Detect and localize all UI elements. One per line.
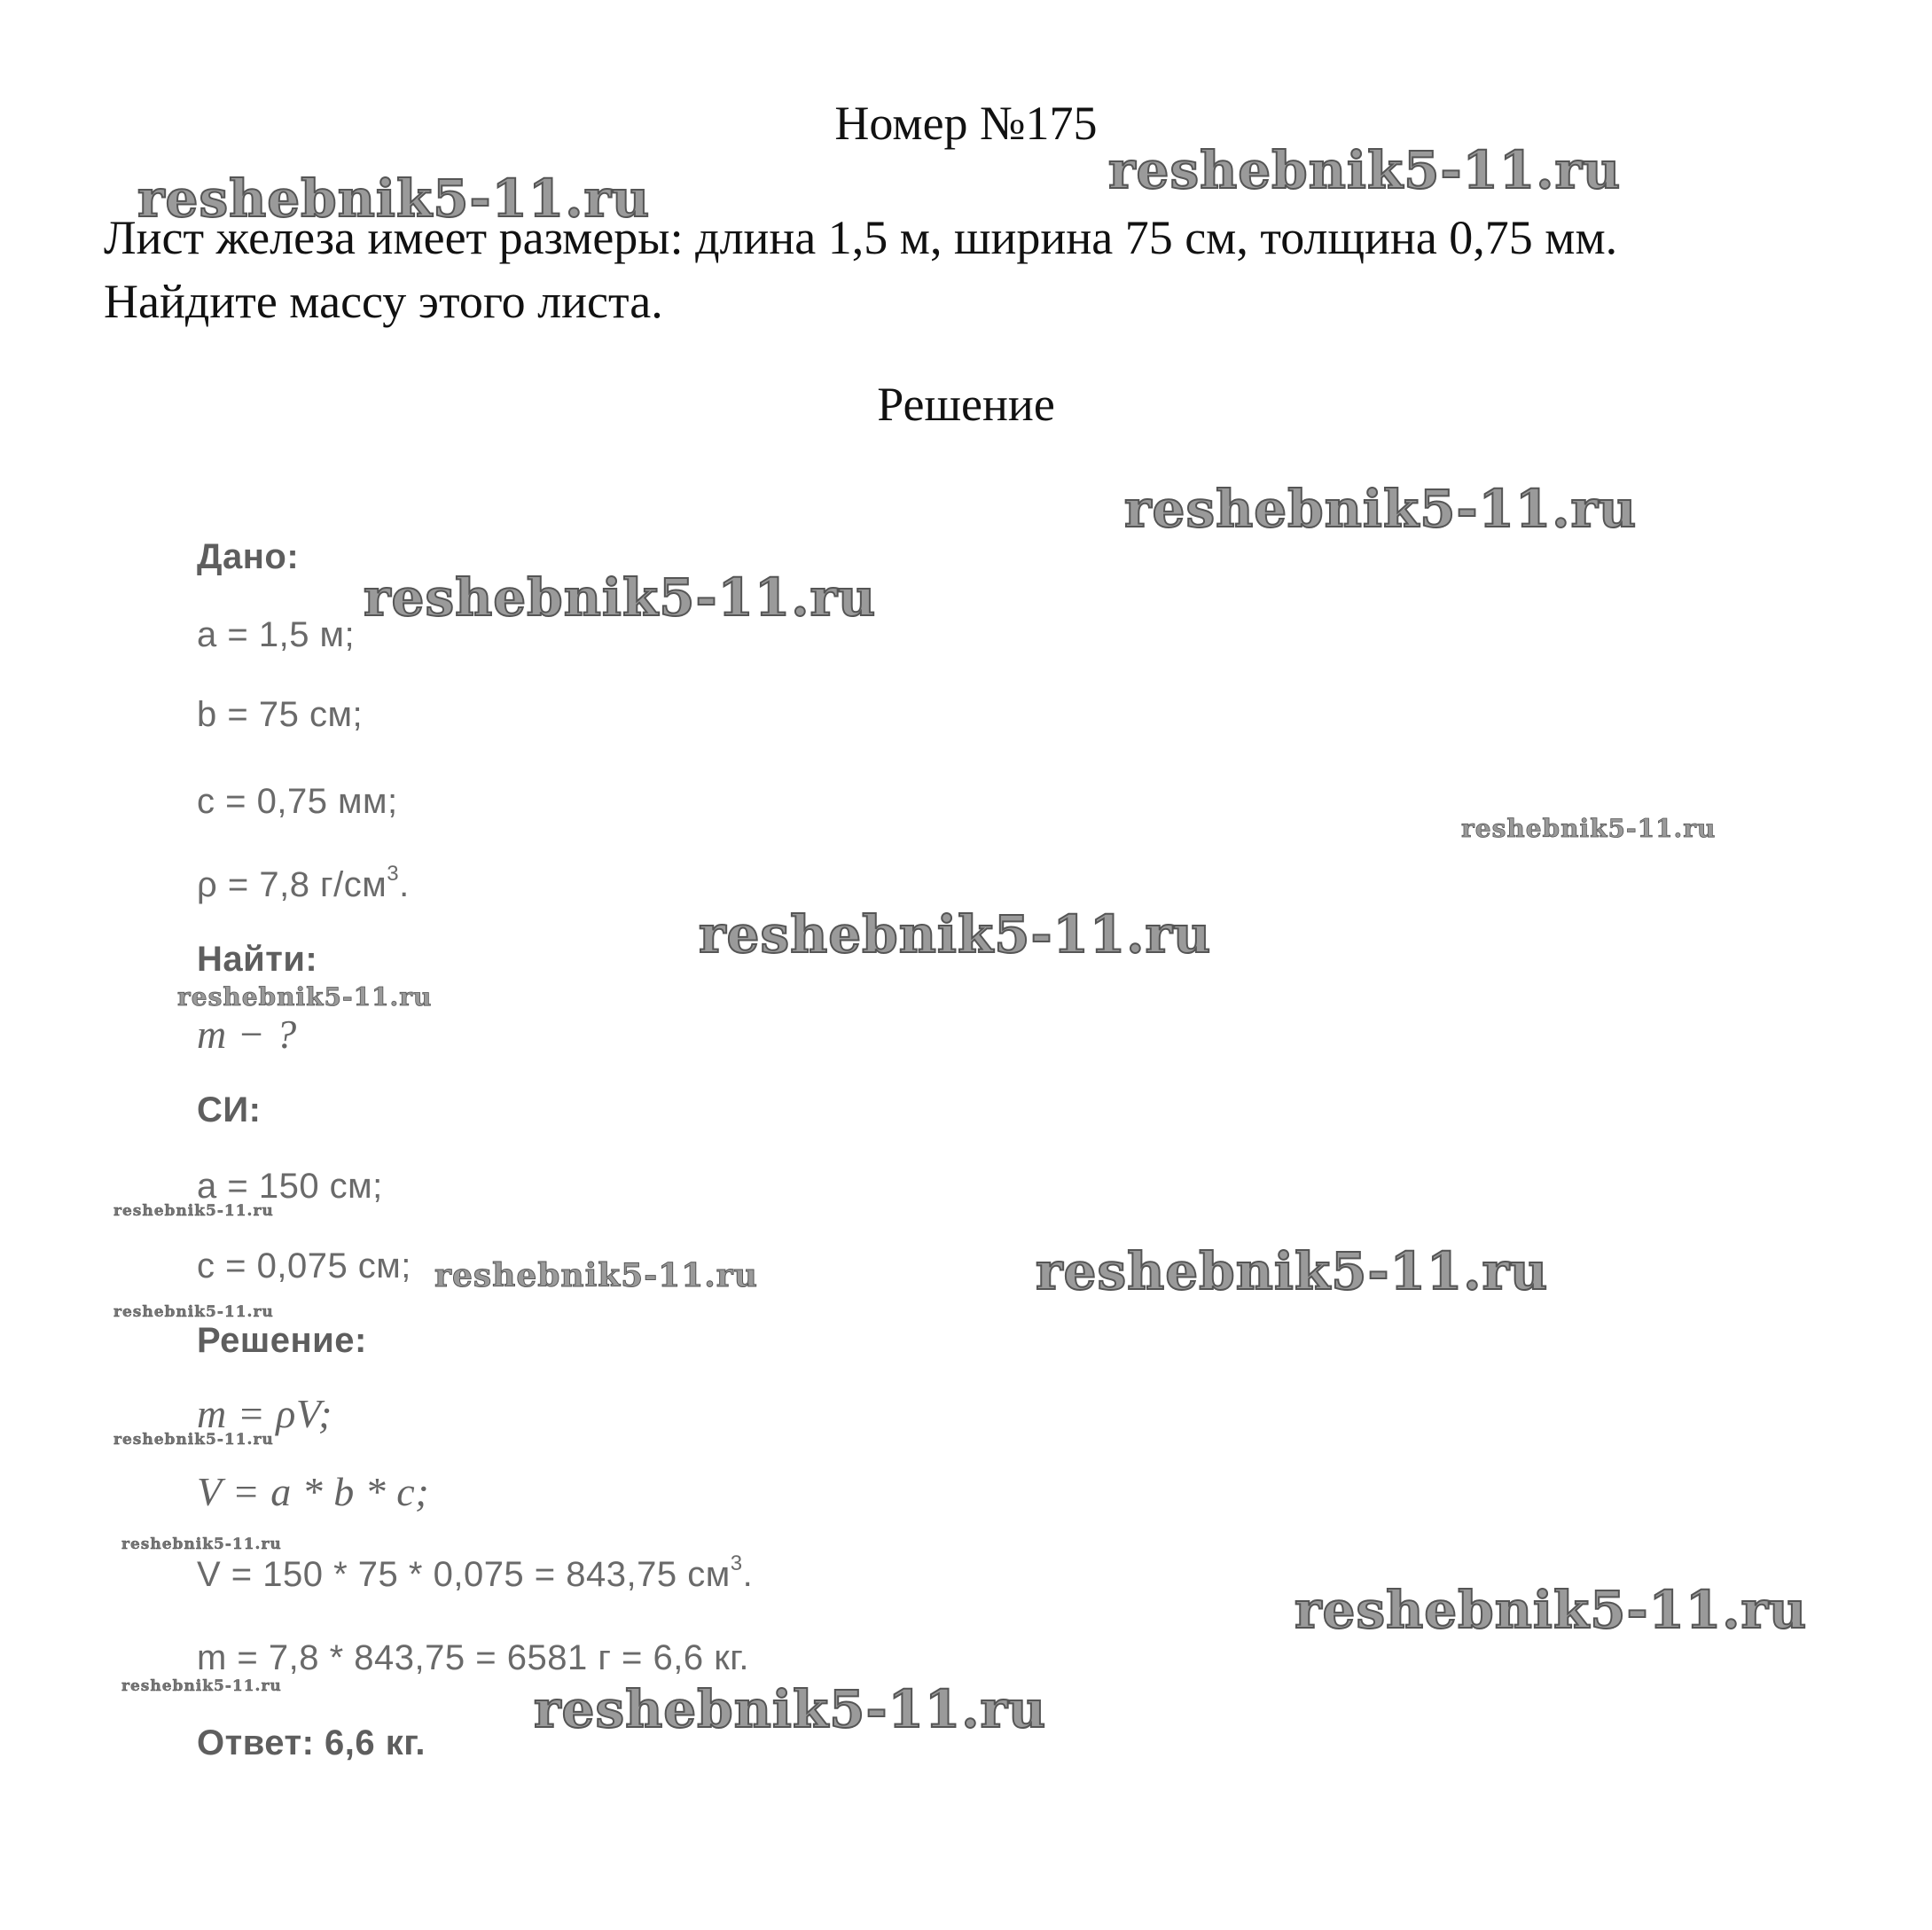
watermark: reshebnik5-11.ru [434, 1257, 758, 1294]
watermark: reshebnik5-11.ru [177, 982, 433, 1012]
watermark: reshebnik5-11.ru [113, 1303, 274, 1321]
solution-label: Решение: [197, 1321, 367, 1360]
given-rho-text: ρ = 7,8 г/см [197, 865, 387, 904]
calc-v-exponent: 3 [730, 1551, 743, 1575]
watermark: reshebnik5-11.ru [113, 1431, 274, 1449]
watermark: reshebnik5-11.ru [534, 1679, 1047, 1739]
given-label: Дано: [197, 537, 300, 576]
problem-number-title: Номер №175 [834, 97, 1098, 150]
task-line-1: Лист железа имеет размеры: длина 1,5 м, ширина 75 см, толщина 0,75 мм. [104, 211, 1618, 264]
calc-v-end: . [742, 1555, 754, 1594]
watermark: reshebnik5-11.ru [1295, 1580, 1808, 1640]
given-rho [197, 862, 410, 905]
task-line-2: Найдите массу этого листа. [104, 275, 663, 328]
given-c: c = 0,75 мм; [197, 782, 398, 821]
watermark: reshebnik5-11.ru [137, 168, 651, 229]
given-b: b = 75 см; [197, 695, 364, 734]
si-a: a = 150 см; [197, 1167, 383, 1206]
answer: Ответ: 6,6 кг. [197, 1723, 426, 1762]
calc-v-text: V = 150 * 75 * 0,075 = 843,75 см [197, 1555, 731, 1594]
watermark: reshebnik5-11.ru [1108, 140, 1622, 200]
watermark: reshebnik5-11.ru [121, 1677, 282, 1695]
find-m: m − ? [197, 1012, 297, 1057]
calc-v [197, 1551, 753, 1595]
watermark: reshebnik5-11.ru [121, 1535, 282, 1553]
solution-heading: Решение [877, 378, 1055, 431]
calc-m: m = 7,8 * 843,75 = 6581 г = 6,6 кг. [197, 1638, 750, 1677]
watermark: reshebnik5-11.ru [364, 567, 877, 628]
given-a: a = 1,5 м; [197, 615, 356, 654]
find-label: Найти: [197, 940, 318, 979]
formula-m: m = ρV; [197, 1391, 332, 1436]
given-rho-end: . [399, 865, 410, 904]
formula-v: V = a * b * c; [197, 1469, 430, 1514]
watermark: reshebnik5-11.ru [1461, 814, 1717, 843]
watermark: reshebnik5-11.ru [1036, 1241, 1549, 1301]
watermark: reshebnik5-11.ru [113, 1202, 274, 1220]
si-c: c = 0,075 см; [197, 1246, 411, 1285]
watermark: reshebnik5-11.ru [1124, 479, 1638, 539]
watermark: reshebnik5-11.ru [699, 904, 1212, 965]
given-rho-exponent: 3 [387, 862, 400, 886]
si-label: СИ: [197, 1090, 262, 1129]
